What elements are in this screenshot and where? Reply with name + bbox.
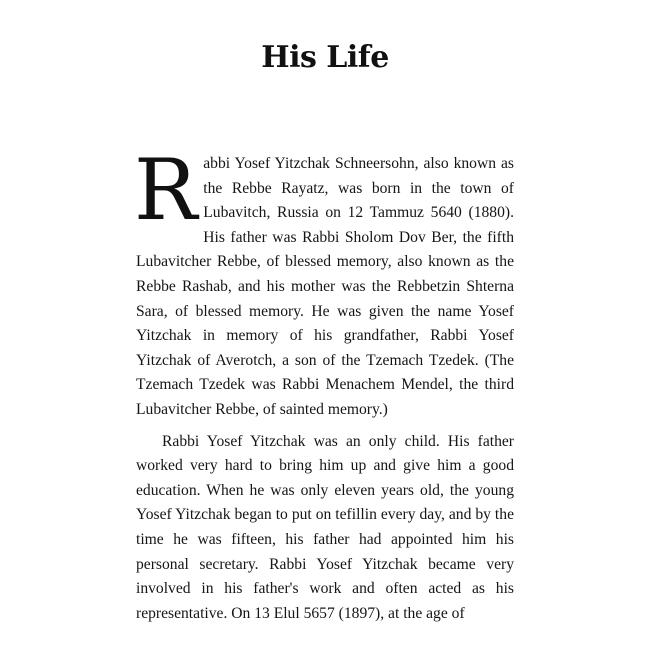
drop-cap: R [134, 141, 198, 239]
chapter-title: His Life [261, 40, 389, 75]
paragraph-1-text: abbi Yosef Yitzchak Schneersohn, also known as the Rebbe Rayatz, was born in the town of Lubavitch, Russia on 12 Tammuz 5640 (1880). His father was Rabbi Sholom Dov Ber, the fifth Lubavitcher Rebbe, of blessed memory, also known as the Rebbe Rashab, and his mother was the Rebbetzin Shterna Sara, of blessed memory. He was given the name Yosef Yitzchak in memory of his grandfather, Rabbi Yosef Yitzchak of Averotch, a son of the Tzemach Tzedek. (The Tzemach Tzedek was Rabbi Menachem Mendel, the third Lubavitcher Rebbe, of sainted memory.) [136, 155, 514, 418]
chapter-body [134, 141, 514, 626]
paragraph-1 [134, 141, 514, 423]
paragraph-2-text: Rabbi Yosef Yitzchak was an only child. His father worked very hard to bring him up and give him a good education. When he was only eleven years old, the young Yosef Yitzchak began to put on tefillin every day, and by the time he was fifteen, his father had appointed him his personal secretary. Rabbi Yosef Yitzchak became very involved in his father's work and often acted as his representative. On 13 Elul 5657 (1897), at the age of [136, 432, 514, 622]
paragraph-2 [136, 430, 514, 627]
